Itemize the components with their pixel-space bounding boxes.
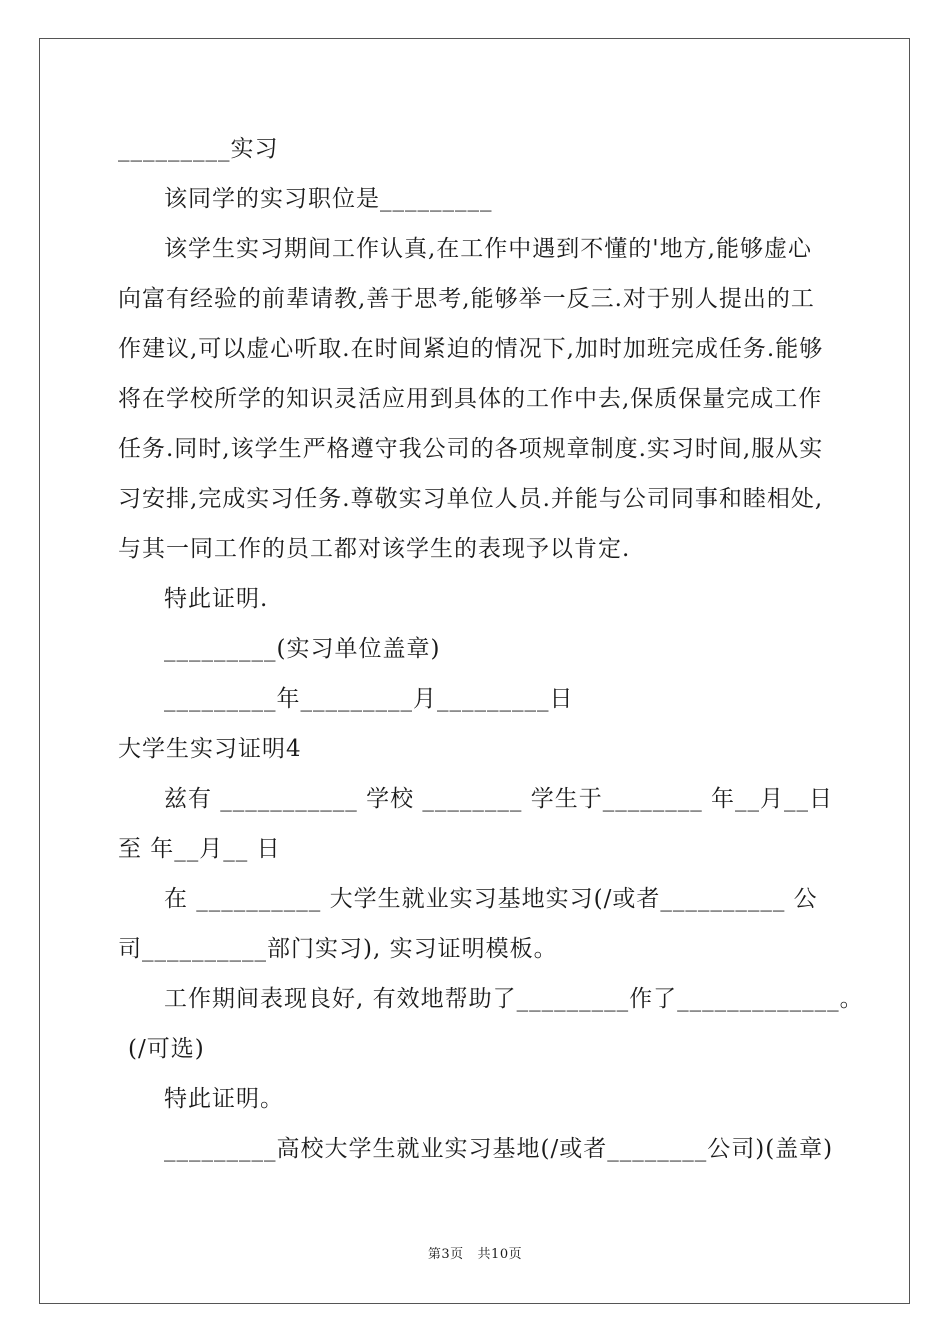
base-line-1: 在 __________ 大学生就业实习基地实习(/或者__________ 公 xyxy=(164,886,818,912)
optional-note: (/可选) xyxy=(128,1036,205,1062)
base-seal-line: _________高校大学生就业实习基地(/或者________公司)(盖章) xyxy=(164,1136,834,1162)
student-info-line-2: 至 年__月__ 日 xyxy=(118,836,281,862)
body-paragraph-line-6: 习安排,完成实习任务.尊敬实习单位人员.并能与公司同事和睦相处, xyxy=(118,486,824,512)
body-paragraph-line-1: 该学生实习期间工作认真,在工作中遇到不懂的'地方,能够虚心 xyxy=(164,236,812,262)
certify-line: 特此证明. xyxy=(164,586,269,612)
position-line: 该同学的实习职位是_________ xyxy=(164,186,493,212)
seal-line: _________(实习单位盖章) xyxy=(164,636,441,662)
body-paragraph-line-5: 任务.同时,该学生严格遵守我公司的各项规章制度.实习时间,服从实 xyxy=(118,436,824,462)
certify-line-2: 特此证明。 xyxy=(164,1086,284,1112)
body-paragraph-line-4: 将在学校所学的知识灵活应用到具体的工作中去,保质保量完成工作 xyxy=(118,386,823,412)
body-paragraph-line-7: 与其一同工作的员工都对该学生的表现予以肯定. xyxy=(118,536,631,562)
performance-line: 工作期间表现良好, 有效地帮助了_________作了_____________。 xyxy=(164,986,864,1012)
student-info-line-1: 兹有 ___________ 学校 ________ 学生于________ 年__月__日 xyxy=(164,786,834,812)
internship-title-line: _________实习 xyxy=(118,136,279,162)
page-number: 第3页 共10页 xyxy=(427,1247,523,1262)
section-heading: 大学生实习证明4 xyxy=(118,736,302,762)
body-paragraph-line-2: 向富有经验的前辈请教,善于思考,能够举一反三.对于别人提出的工 xyxy=(118,286,815,312)
date-line: _________年_________月_________日 xyxy=(164,686,574,712)
body-paragraph-line-3: 作建议,可以虚心听取.在时间紧迫的情况下,加时加班完成任务.能够 xyxy=(118,336,824,362)
base-line-2: 司__________部门实习), 实习证明模板。 xyxy=(118,936,558,962)
page-border xyxy=(39,38,910,1304)
